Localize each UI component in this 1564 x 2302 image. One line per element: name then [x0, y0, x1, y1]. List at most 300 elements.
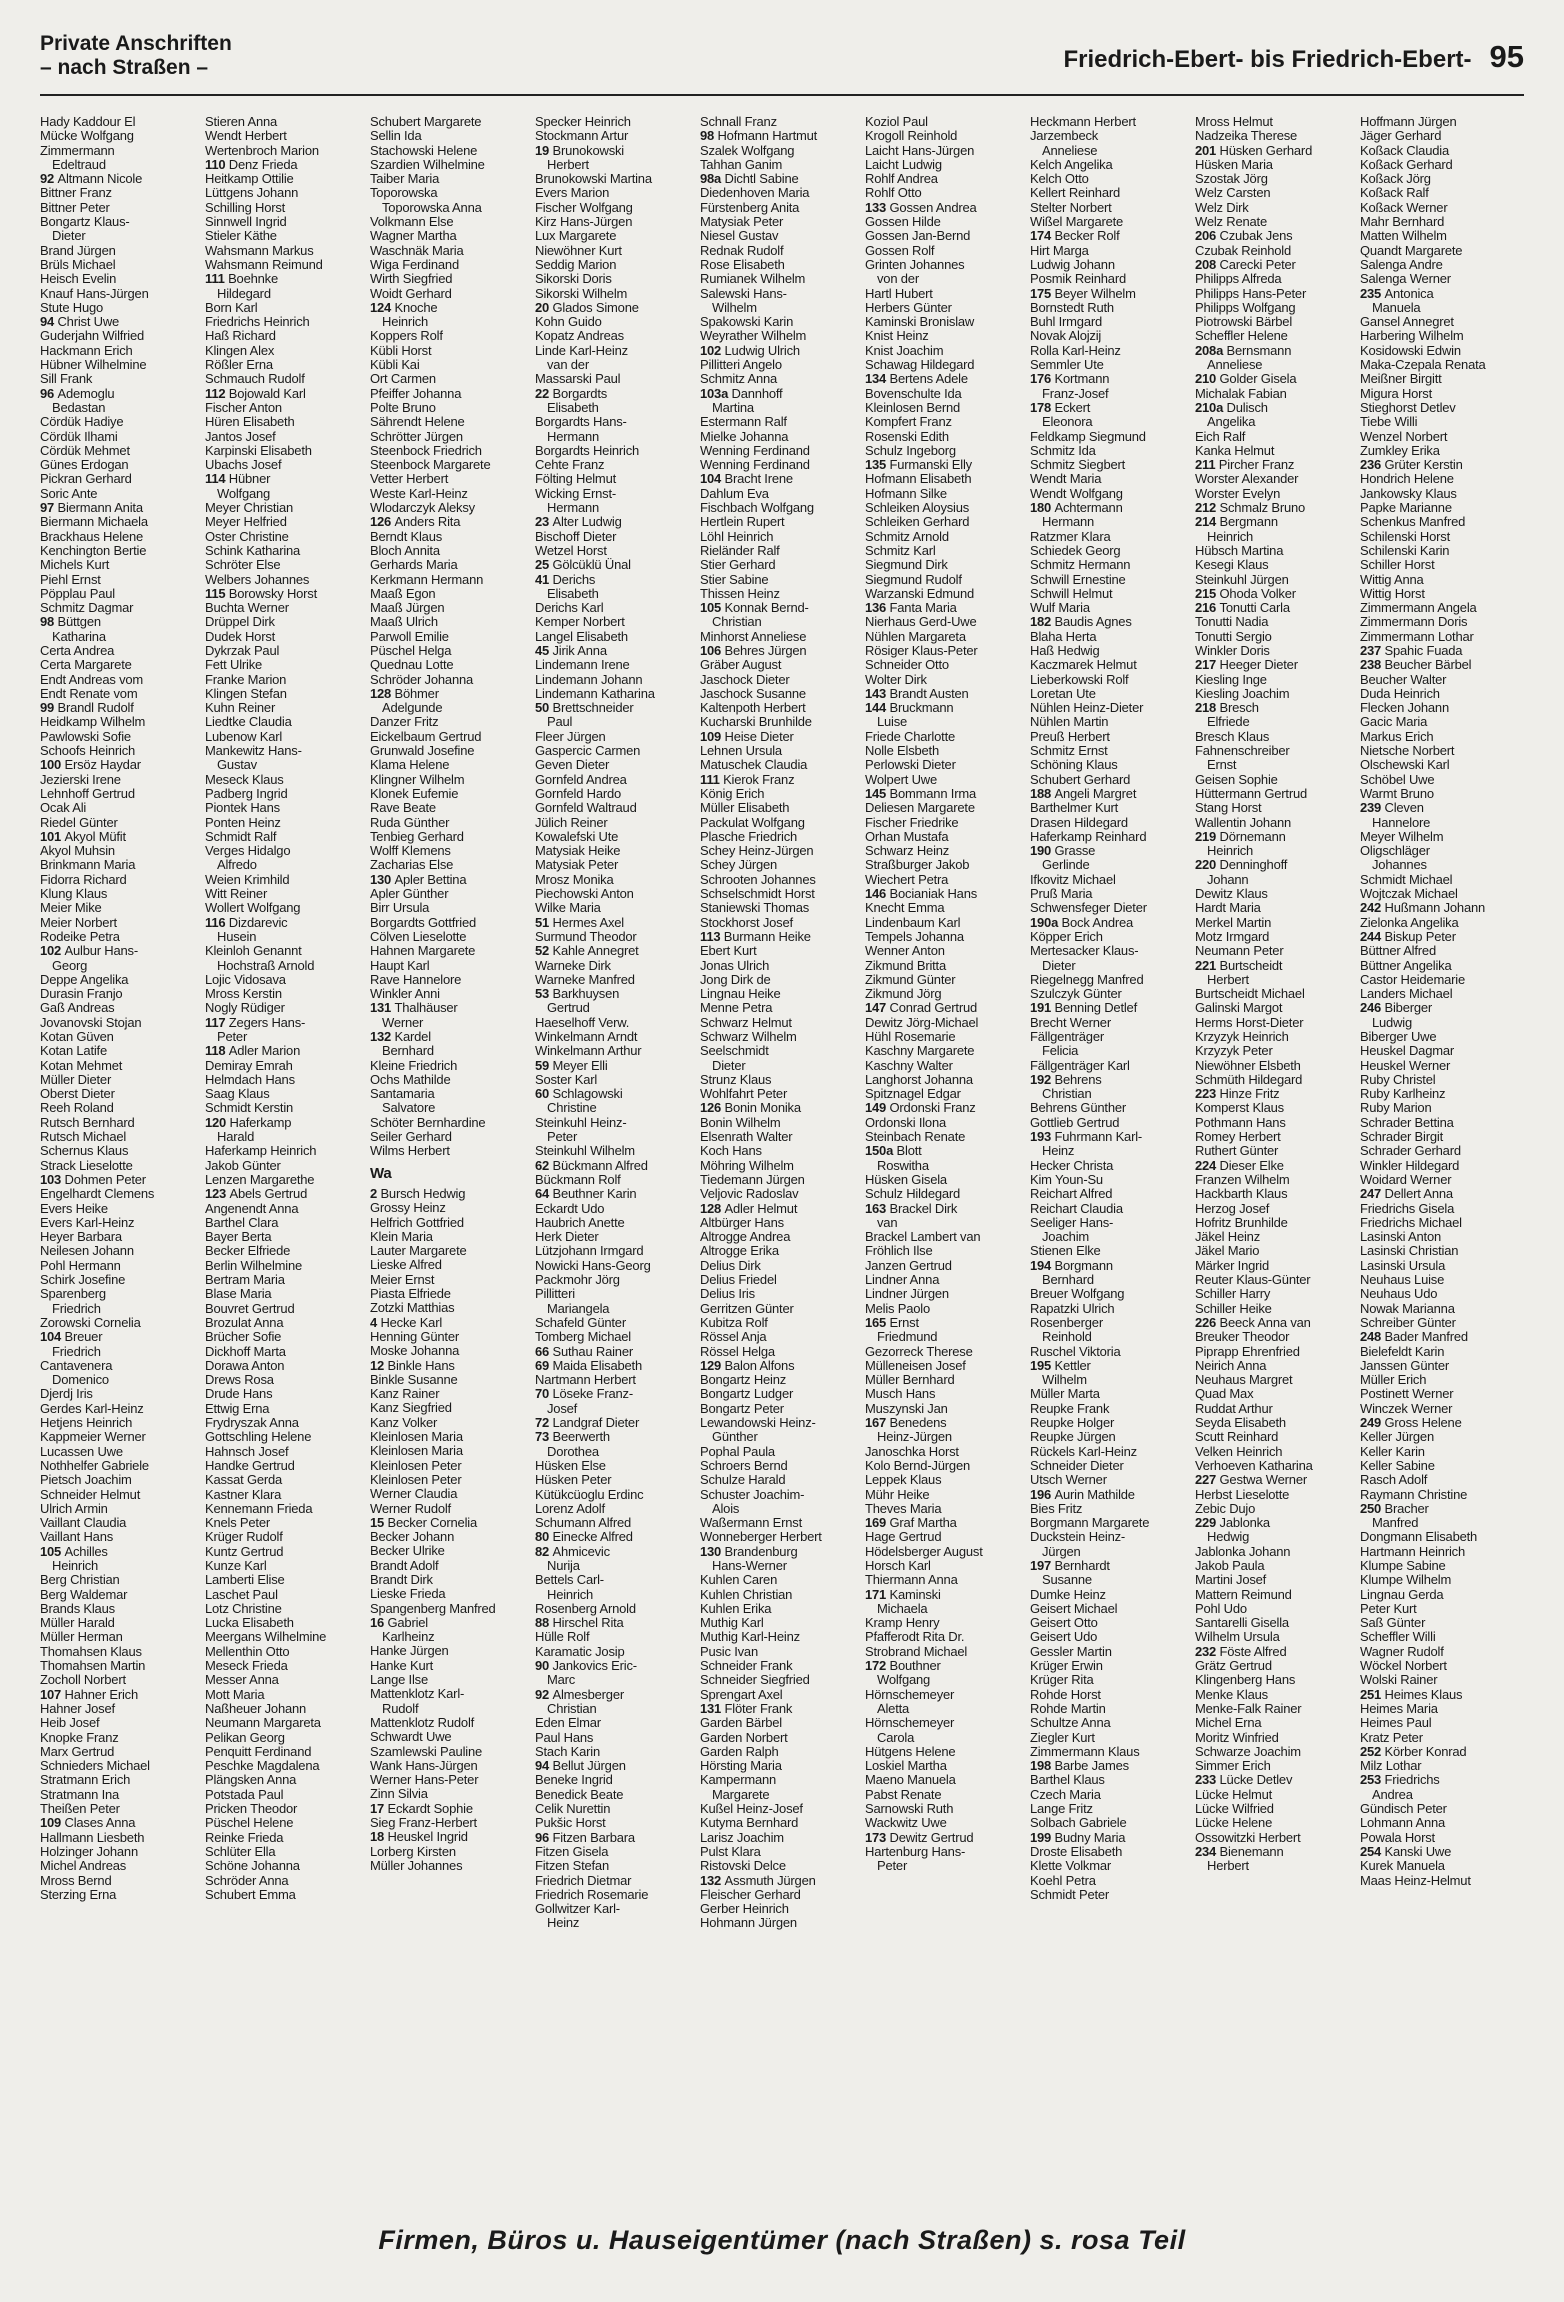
resident-entry: Schafeld Günter	[535, 1315, 626, 1330]
house-number-entry	[40, 1688, 205, 1702]
resident-name: Assmuth Jürgen	[724, 1873, 816, 1888]
resident-entry: Mross Kerstin	[205, 987, 282, 1002]
resident-entry: Lützjohann Irmgard	[535, 1244, 644, 1259]
resident-name: Glados Simone	[552, 300, 639, 315]
entry-continuation: Heinrich	[382, 315, 429, 330]
resident-entry: Laschet Paul	[205, 1587, 278, 1602]
resident-entry: Mücke Wolfgang	[40, 129, 134, 144]
resident-name: Flöter Frank	[724, 1701, 793, 1716]
house-number-entry	[40, 1545, 205, 1559]
entry-continuation: Anneliese	[1042, 143, 1098, 158]
house-number: 190	[1030, 844, 1055, 859]
resident-entry: Hüsken Maria	[1195, 157, 1273, 172]
resident-entry: Eckardt Udo	[535, 1201, 605, 1216]
resident-entry: Theißen Peter	[40, 1802, 120, 1817]
resident-entry: Karamatic Josip	[535, 1644, 625, 1659]
entry-continuation: Carola	[877, 1730, 915, 1745]
entry-continuation: Wilhelm	[1042, 1373, 1087, 1388]
resident-name: Benedens	[889, 1416, 947, 1431]
resident-entry: Reupke Frank	[1030, 1401, 1110, 1416]
house-number-entry	[370, 1030, 535, 1044]
resident-entry: Berg Waldemar	[40, 1587, 128, 1602]
resident-entry: Geisen Sophie	[1195, 772, 1278, 787]
house-number-entry	[535, 1688, 700, 1702]
house-number-entry	[1030, 1831, 1195, 1845]
entry-continuation: Jürgen	[1042, 1544, 1081, 1559]
resident-entry: Melis Paolo	[865, 1301, 930, 1316]
resident-entry: Sprengart Axel	[700, 1687, 783, 1702]
resident-entry: Sterzing Erna	[40, 1887, 117, 1902]
resident-entry: Zikmund Jörg	[865, 987, 942, 1002]
house-number-entry	[1195, 1159, 1360, 1173]
resident-entry: Gerber Heinrich	[700, 1902, 789, 1917]
resident-entry: Wiechert Petra	[865, 872, 949, 887]
resident-entry: Becker Ulrike	[370, 1544, 445, 1559]
resident-entry: Lewandowski Heinz-	[700, 1416, 816, 1431]
entry-continuation: Herbert	[1207, 1859, 1249, 1874]
resident-entry: Wahsmann Markus	[205, 243, 314, 258]
resident-entry: Szardien Wilhelmine	[370, 157, 485, 172]
resident-entry: Lasinski Christian	[1360, 1244, 1459, 1259]
resident-name: Tonutti Carla	[1219, 601, 1290, 616]
house-number: 105	[700, 601, 725, 616]
house-number-entry	[370, 1516, 535, 1530]
resident-entry: Jezierski Irene	[40, 772, 121, 787]
resident-entry: Schleiken Aloysius	[865, 501, 970, 516]
resident-entry: Fischer Friedrike	[865, 815, 959, 830]
resident-entry: Tomberg Michael	[535, 1330, 631, 1345]
resident-name: Jirik Anna	[552, 643, 607, 658]
resident-entry: Matuschek Claudia	[700, 758, 808, 773]
house-number: 80	[535, 1530, 553, 1545]
resident-entry: Padberg Ingrid	[205, 786, 288, 801]
resident-entry: Hirt Marga	[1030, 243, 1089, 258]
resident-name: Beuthner Karin	[552, 1187, 637, 1202]
house-number-entry	[865, 1516, 1030, 1530]
resident-name: Bernsmann	[1226, 343, 1292, 358]
house-number: 19	[535, 143, 553, 158]
house-number-entry	[700, 930, 865, 944]
resident-entry: Borgardts Hans-	[535, 415, 627, 430]
house-number: 130	[700, 1544, 725, 1559]
resident-entry: Neirich Anna	[1195, 1358, 1267, 1373]
house-number: 206	[1195, 229, 1220, 244]
house-number: 92	[535, 1687, 553, 1702]
house-number-entry	[40, 1816, 205, 1830]
house-number: 197	[1030, 1558, 1055, 1573]
house-number-entry	[40, 701, 205, 715]
resident-entry: Horsch Karl	[865, 1558, 931, 1573]
resident-name: Dohmen Peter	[64, 1172, 146, 1187]
resident-entry: Grossy Heinz	[370, 1201, 446, 1216]
resident-name: Borgmann	[1054, 1258, 1113, 1273]
resident-entry: Kerkmann Hermann	[370, 572, 484, 587]
house-number-entry	[865, 1202, 1030, 1216]
resident-entry: Bischoff Dieter	[535, 529, 617, 544]
resident-entry: Brozulat Anna	[205, 1315, 284, 1330]
resident-entry: Kußel Heinz-Josef	[700, 1802, 803, 1817]
resident-entry: Muthig Karl	[700, 1616, 764, 1631]
resident-entry: Mielke Johanna	[700, 429, 789, 444]
resident-entry: Gündisch Peter	[1360, 1802, 1447, 1817]
resident-entry: Schöbel Uwe	[1360, 772, 1435, 787]
entry-continuation: Franz-Josef	[1042, 386, 1109, 401]
resident-entry: Jakob Paula	[1195, 1558, 1265, 1573]
resident-entry: Kaminski Bronislaw	[865, 315, 975, 330]
resident-entry: Krogoll Reinhold	[865, 129, 958, 144]
resident-entry: Märker Ingrid	[1195, 1258, 1269, 1273]
house-number-entry	[1030, 1488, 1195, 1502]
resident-name: Jankovics Eric-	[552, 1659, 637, 1674]
resident-entry: Hübsch Martina	[1195, 543, 1284, 558]
entry-continuation: Andrea	[1372, 1787, 1413, 1802]
resident-entry: Kuhn Reiner	[205, 701, 276, 716]
house-number-entry	[865, 687, 1030, 701]
resident-entry: Wolpert Uwe	[865, 772, 937, 787]
resident-name: Brandt Austen	[889, 686, 969, 701]
house-number: 117	[205, 1015, 229, 1030]
house-number-entry	[535, 944, 700, 958]
resident-name: Einecke Alfred	[552, 1530, 633, 1545]
resident-entry: Herms Horst-Dieter	[1195, 1015, 1304, 1030]
house-number: 62	[535, 1158, 553, 1173]
resident-name: Ohoda Volker	[1219, 586, 1296, 601]
resident-name: Behrens	[1054, 1072, 1102, 1087]
resident-entry: Franzen Wilhelm	[1195, 1172, 1290, 1187]
resident-entry: Schröder Johanna	[370, 672, 474, 687]
resident-entry: Keller Jürgen	[1360, 1430, 1434, 1445]
entry-continuation: Peter	[877, 1859, 908, 1874]
house-number-entry	[1030, 287, 1195, 301]
resident-entry: Löhl Heinrich	[700, 529, 774, 544]
resident-entry: Saß Günter	[1360, 1616, 1426, 1631]
resident-entry: Heitkamp Ottilie	[205, 172, 294, 187]
house-number: 201	[1195, 143, 1220, 158]
resident-entry: Lindner Jürgen	[865, 1287, 949, 1302]
resident-entry: Bies Fritz	[1030, 1501, 1083, 1516]
house-number-entry	[205, 1187, 370, 1201]
resident-entry: Koßack Gerhard	[1360, 157, 1453, 172]
resident-entry: Henning Günter	[370, 1329, 459, 1344]
resident-entry: Ossowitzki Herbert	[1195, 1830, 1301, 1845]
entry-continuation: van	[877, 1215, 898, 1230]
house-number-entry	[700, 773, 865, 787]
resident-entry: Rave Hannelore	[370, 972, 462, 987]
resident-entry: Benedick Beate	[535, 1787, 624, 1802]
house-number-entry	[1195, 1845, 1360, 1859]
resident-entry: Fitzen Stefan	[535, 1859, 609, 1874]
resident-entry: Hartenburg Hans-	[865, 1844, 966, 1859]
resident-entry: Meißner Birgitt	[1360, 372, 1442, 387]
house-number-entry	[205, 1016, 370, 1030]
resident-entry: Ordonski Ilona	[865, 1115, 947, 1130]
resident-name: Achtermann	[1054, 501, 1123, 516]
resident-entry: Seiler Gerhard	[370, 1130, 452, 1145]
resident-entry: Buhl Irmgard	[1030, 315, 1103, 330]
house-number-entry	[1030, 1359, 1195, 1373]
resident-entry: Soster Karl	[535, 1072, 598, 1087]
resident-entry: Schubert Gerhard	[1030, 772, 1131, 787]
resident-entry: Bongartz Klaus-	[40, 215, 130, 230]
resident-entry: Kubitza Rolf	[700, 1315, 768, 1330]
resident-entry: Reichart Alfred	[1030, 1187, 1113, 1202]
resident-entry: Rösiger Klaus-Peter	[865, 643, 978, 658]
house-number: 113	[700, 929, 724, 944]
resident-entry: Lucassen Uwe	[40, 1444, 123, 1459]
directory-column-5	[700, 115, 865, 2200]
resident-name: Fitzen Barbara	[552, 1830, 635, 1845]
entry-continuation: Herbert	[1207, 972, 1249, 987]
resident-entry: Soric Ante	[40, 486, 98, 501]
resident-entry: Wenner Anton	[865, 944, 945, 959]
resident-entry: Berlin Wilhelmine	[205, 1258, 303, 1273]
resident-name: Jablonka	[1219, 1516, 1270, 1531]
resident-entry: Pillitteri	[535, 1287, 575, 1302]
resident-entry: Jovanovski Stojan	[40, 1015, 142, 1030]
resident-name: Biskup Peter	[1384, 929, 1456, 944]
resident-entry: Eich Ralf	[1195, 429, 1246, 444]
resident-entry: Hardt Maria	[1195, 901, 1261, 916]
house-number-entry	[535, 1387, 700, 1401]
resident-entry: Oligschläger	[1360, 844, 1430, 859]
resident-entry: Gaß Andreas	[40, 1001, 115, 1016]
resident-entry: Tiebe Willi	[1360, 415, 1418, 430]
house-number: 111	[205, 272, 229, 287]
resident-entry: Schleiken Gerhard	[865, 515, 970, 530]
resident-name: Grasse	[1054, 844, 1096, 859]
resident-entry: Hahner Josef	[40, 1701, 115, 1716]
resident-entry: Grinten Johannes	[865, 257, 965, 272]
resident-name: Grüter Kerstin	[1384, 458, 1463, 473]
resident-name: Bracht Irene	[724, 472, 793, 487]
resident-entry: Kramp Henry	[865, 1616, 940, 1631]
resident-name: Hofmann Hartmut	[717, 129, 818, 144]
resident-name: Bouthner	[889, 1659, 941, 1674]
house-number-entry	[865, 1316, 1030, 1330]
entry-continuation: Hildegard	[217, 286, 271, 301]
entry-continuation: Hermann	[547, 429, 600, 444]
running-head	[1063, 39, 1524, 75]
resident-entry: Menke-Falk Rainer	[1195, 1701, 1302, 1716]
house-number: 59	[535, 1058, 553, 1073]
resident-name: Pircher Franz	[1218, 458, 1295, 473]
house-number-entry	[1195, 1516, 1360, 1530]
house-number: 196	[1030, 1487, 1055, 1502]
resident-entry: Eickelbaum Gertrud	[370, 729, 482, 744]
resident-entry: Koßack Ralf	[1360, 186, 1429, 201]
resident-entry: Kanka Helmut	[1195, 443, 1275, 458]
resident-entry: Lehnhoff Gertrud	[40, 786, 135, 801]
resident-name: Kettler	[1054, 1358, 1091, 1373]
resident-entry: Stockmann Artur	[535, 129, 629, 144]
directory-column-1	[40, 115, 205, 2200]
house-number: 136	[865, 601, 890, 616]
house-number: 115	[205, 586, 229, 601]
resident-entry: Ristovski Delce	[700, 1859, 786, 1874]
resident-entry: Bonin Wilhelm	[700, 1115, 781, 1130]
resident-entry: Püschel Helene	[205, 1816, 294, 1831]
resident-entry: Mross Bernd	[40, 1873, 112, 1888]
resident-entry: Harbering Wilhelm	[1360, 329, 1464, 344]
resident-entry: Matysiak Peter	[535, 858, 619, 873]
resident-entry: Szulczyk Günter	[1030, 987, 1122, 1002]
resident-entry: Delius Iris	[700, 1287, 755, 1302]
resident-entry: Czech Maria	[1030, 1787, 1101, 1802]
entry-continuation: Adelgunde	[382, 701, 443, 716]
resident-entry: Schwarz Heinz	[865, 844, 950, 859]
resident-entry: Bouvret Gertrud	[205, 1301, 295, 1316]
resident-name: Barbe James	[1054, 1759, 1129, 1774]
house-number: 132	[370, 1030, 395, 1044]
resident-entry: Laicht Hans-Jürgen	[865, 143, 975, 158]
resident-name: Suthau Rainer	[552, 1344, 633, 1359]
resident-entry: Sieg Franz-Herbert	[370, 1816, 477, 1831]
resident-entry: Thissen Heinz	[700, 586, 780, 601]
house-number-entry	[1360, 1187, 1524, 1201]
resident-entry: Pawlowski Sofie	[40, 729, 131, 744]
resident-entry: Evers Heike	[40, 1201, 108, 1216]
resident-entry: Haeselhoff Verw.	[535, 1015, 630, 1030]
resident-entry: Hetjens Heinrich	[40, 1416, 133, 1431]
resident-name: Bruckmann	[889, 701, 954, 716]
house-number: 182	[1030, 615, 1055, 630]
house-number: 23	[535, 515, 553, 530]
resident-name: Ersöz Haydar	[64, 758, 141, 773]
resident-name: Heuskel Ingrid	[387, 1830, 468, 1845]
resident-entry: Szamlewski Pauline	[370, 1744, 483, 1759]
entry-continuation: Edeltraud	[52, 157, 106, 172]
resident-entry: Hütgens Helene	[865, 1744, 956, 1759]
house-number: 248	[1360, 1330, 1385, 1345]
resident-entry: Deppe Angelika	[40, 972, 129, 987]
resident-entry: Koch Hans	[700, 1144, 762, 1159]
resident-entry: Steenbock Margarete	[370, 458, 491, 473]
resident-entry: Schöter Bernhardine	[370, 1115, 486, 1130]
resident-entry: Gottschling Helene	[205, 1430, 312, 1445]
resident-entry: Tonutti Nadia	[1195, 615, 1269, 630]
resident-entry: Krüger Erwin	[1030, 1659, 1103, 1674]
resident-entry: Maeno Manuela	[865, 1773, 956, 1788]
resident-entry: Kleinlosen Peter	[370, 1472, 462, 1487]
resident-entry: Schmidt Michael	[1360, 872, 1453, 887]
resident-name: Schmalz Bruno	[1219, 501, 1306, 516]
house-number: 163	[865, 1201, 890, 1216]
resident-entry: Stockhorst Josef	[700, 915, 793, 930]
resident-entry: Neuhaus Margret	[1195, 1373, 1293, 1388]
house-number: 107	[40, 1687, 65, 1702]
resident-entry: Meergans Wilhelmine	[205, 1630, 327, 1645]
resident-entry: Fällgenträger	[1030, 1030, 1104, 1044]
resident-name: Bergmann	[1219, 515, 1278, 530]
resident-entry: Lieske Alfred	[370, 1258, 442, 1273]
house-number-entry	[1030, 844, 1195, 858]
resident-name: Heeger Dieter	[1219, 658, 1298, 673]
entry-continuation: Hermann	[1042, 515, 1095, 530]
resident-entry: Reuter Klaus-Günter	[1195, 1273, 1311, 1288]
resident-entry: Schulz Hildegard	[865, 1187, 961, 1202]
house-number: 22	[535, 386, 553, 401]
resident-name: Becker Rolf	[1054, 229, 1120, 244]
resident-entry: Frydryszak Anna	[205, 1416, 299, 1431]
resident-entry: Meyer Christian	[205, 501, 294, 516]
resident-name: Brunokowski	[552, 143, 624, 158]
house-number-entry	[700, 472, 865, 486]
resident-name: Ordonski Franz	[889, 1101, 976, 1116]
resident-entry: Merkel Martin	[1195, 915, 1272, 930]
house-number: 191	[1030, 1001, 1055, 1016]
resident-entry: Schwarz Helmut	[700, 1015, 792, 1030]
resident-entry: Rössel Helga	[700, 1344, 775, 1359]
entry-continuation: Wolfgang	[217, 486, 271, 501]
house-number: 50	[535, 701, 553, 716]
resident-entry: Perlowski Dieter	[865, 758, 956, 773]
resident-entry: Piehl Ernst	[40, 572, 101, 587]
resident-entry: Matysiak Heike	[535, 844, 621, 859]
resident-entry: Borgardts Gottfried	[370, 915, 477, 930]
entry-continuation: Christian	[712, 615, 762, 630]
resident-entry: Dykrzak Paul	[205, 643, 280, 658]
house-number-entry	[535, 144, 700, 158]
resident-entry: Kirz Hans-Jürgen	[535, 215, 633, 230]
resident-entry: Zimmermann	[40, 143, 115, 158]
house-number: 216	[1195, 601, 1220, 616]
resident-entry: Werner Rudolf	[370, 1501, 451, 1516]
entry-continuation: Angelika	[1207, 415, 1256, 430]
resident-entry: Hoffmann Jürgen	[1360, 115, 1457, 129]
resident-entry: Schiller Horst	[1360, 558, 1435, 573]
resident-entry: Werner Claudia	[370, 1487, 458, 1502]
house-number: 4	[370, 1315, 381, 1330]
resident-entry: Scheffler Willi	[1360, 1630, 1436, 1645]
resident-entry: Lubenow Karl	[205, 729, 283, 744]
resident-entry: Kaschny Walter	[865, 1058, 953, 1073]
resident-name: Fanta Maria	[889, 601, 957, 616]
house-number: 210a	[1195, 400, 1227, 415]
house-number: 128	[370, 686, 395, 701]
resident-entry: Wirth Siegfried	[370, 272, 453, 287]
resident-entry: Schiller Heike	[1195, 1301, 1272, 1316]
resident-entry: Stratmann Ina	[40, 1787, 120, 1802]
entry-continuation: Margarete	[712, 1787, 770, 1802]
resident-entry: Brackhaus Helene	[40, 529, 144, 544]
resident-entry: Knels Peter	[205, 1516, 271, 1531]
resident-entry: Simmer Erich	[1195, 1759, 1271, 1774]
entry-continuation: Elisabeth	[547, 400, 599, 415]
resident-entry: Salewski Hans-	[700, 286, 787, 301]
resident-entry: Plängsken Anna	[205, 1773, 297, 1788]
resident-entry: Ettwig Erna	[205, 1401, 270, 1416]
resident-entry: Jong Dirk de	[700, 972, 771, 987]
directory-column-8	[1195, 115, 1360, 2200]
resident-entry: Vaillant Claudia	[40, 1516, 127, 1531]
resident-name: Kahle Annegret	[552, 944, 639, 959]
resident-entry: Nietsche Norbert	[1360, 744, 1455, 759]
house-number-entry	[865, 601, 1030, 615]
resident-entry: Cantavenera	[40, 1358, 113, 1373]
resident-entry: Pricken Theodor	[205, 1802, 298, 1817]
house-number: 173	[865, 1830, 890, 1845]
house-number: 171	[865, 1587, 890, 1602]
resident-entry: Hanke Jürgen	[370, 1644, 449, 1659]
resident-entry: Kanz Volker	[370, 1415, 438, 1430]
resident-entry: Winkler Hildegard	[1360, 1158, 1460, 1173]
house-number: 237	[1360, 643, 1385, 658]
resident-entry: Hallmann Liesbeth	[40, 1830, 145, 1845]
resident-entry: Szostak Jörg	[1195, 172, 1268, 187]
house-number: 126	[370, 515, 395, 530]
resident-entry: Fidorra Richard	[40, 872, 127, 887]
resident-name: Beeck Anna van	[1219, 1315, 1311, 1330]
